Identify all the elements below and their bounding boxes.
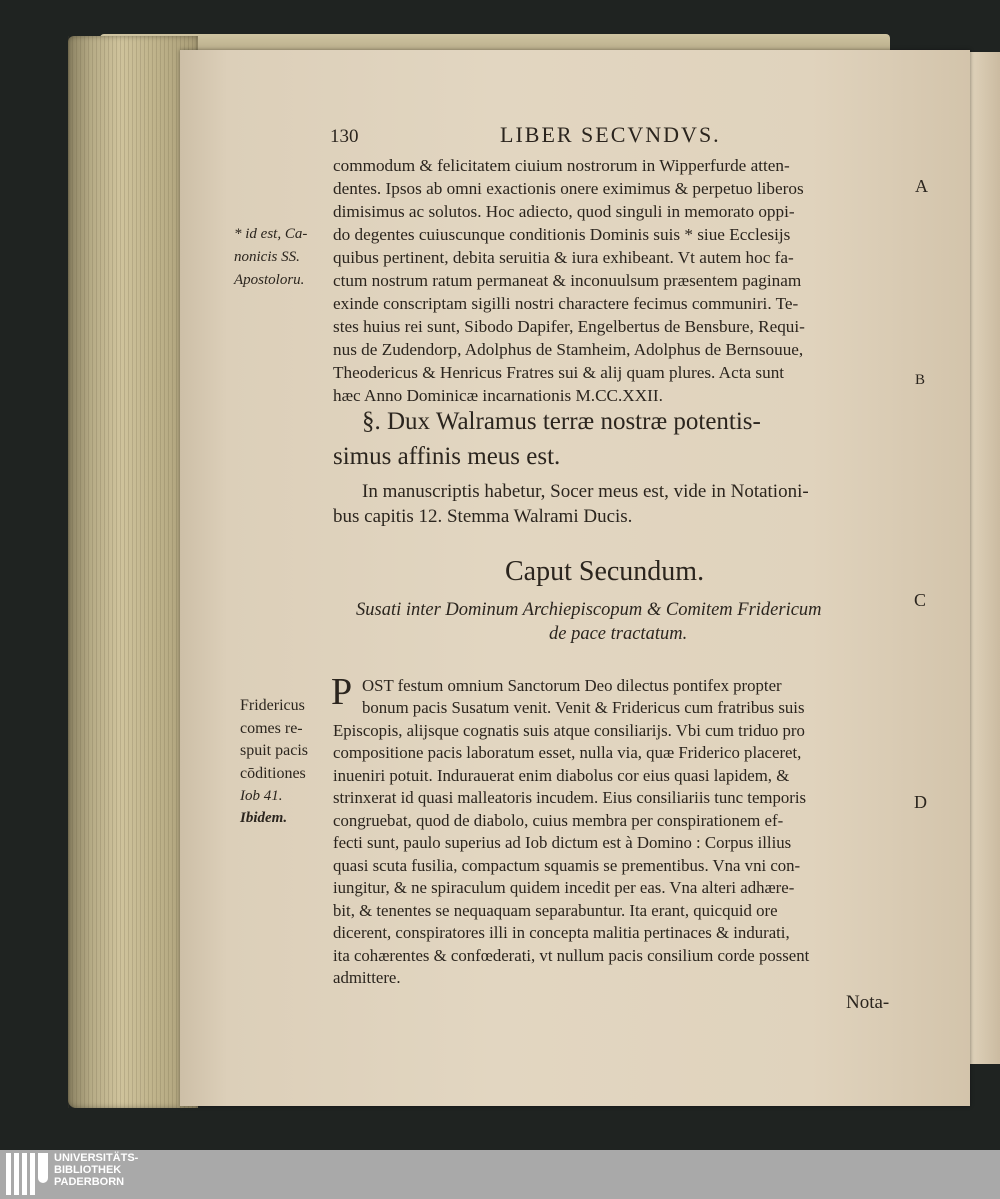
body-line: commodum & felicitatem ciuium nostrorum in Wipperfurde atten- [333, 156, 790, 175]
body-line: do degentes cuiuscunque conditionis Dominis suis * siue Ecclesijs [333, 225, 791, 244]
manuscript-note-line: In manuscriptis habetur, Socer meus est, vide in Notationi- [362, 481, 809, 502]
logo-line: UNIVERSITÄTS- [54, 1152, 139, 1164]
chapter-line: strinxerat id quasi malleatoris incudem. Eius consiliariis tunc temporis [333, 788, 807, 807]
section-letter: A [915, 176, 928, 196]
manuscript-note-line: bus capitis 12. Stemma Walrami Ducis. [333, 506, 633, 527]
margin-note-line: comes re- [240, 720, 303, 737]
chapter-line: bit, & tenentes se nequaquam separabuntur. Ita erant, quicquid ore [333, 901, 778, 920]
chapter-line: ita cohærentes & confœderati, vt nullum pacis consilium corde possent [333, 946, 810, 965]
chapter-summary-line: de pace tractatum. [549, 624, 688, 644]
chapter-line: bonum pacis Susatum venit. Venit & Fridericus cum fratribus suis [362, 698, 805, 717]
logo-line: PADERBORN [54, 1176, 125, 1188]
body-line: nus de Zudendorp, Adolphus de Stamheim, Adolphus de Bernsouue, [333, 340, 804, 359]
chapter-line: inueniri potuit. Indurauerat enim diabolus cor eius quasi lapidem, & [333, 766, 790, 785]
margin-note-line: nonicis SS. [234, 249, 300, 265]
chapter-line: admittere. [333, 968, 401, 987]
section-letter: D [914, 792, 927, 812]
chapter-summary-line: Susati inter Dominum Archiepiscopum & Comitem Fridericum [356, 600, 822, 620]
chapter-line: quasi scuta fusilia, compactum squamis se prementibus. Vna vni con- [333, 856, 801, 875]
margin-reference: Ibidem. [240, 810, 288, 826]
chapter-line: compositione pacis laboratum esset, nulla via, quæ Friderico placeret, [333, 743, 802, 762]
library-logo-icon [6, 1153, 48, 1195]
body-line: Theodericus & Henricus Fratres sui & alij quam plures. Acta sunt [333, 363, 785, 382]
body-line: exinde conscriptam sigilli nostri charactere fecimus communiri. Te- [333, 294, 799, 313]
chapter-line: iungitur, & ne spiraculum quidem incedit per eas. Vna alteri adhære- [333, 878, 795, 897]
body-line: quibus pertinent, debita seruitia & iura exhibeant. Vt autem hoc fa- [333, 248, 794, 267]
footer-bar [0, 1150, 1000, 1199]
chapter-line: fecti sunt, paulo superius ad Iob dictum est à Domino : Corpus illius [333, 833, 792, 852]
chapter-line: congruebat, quod de diabolo, cuius membra per conspirationem ef- [333, 811, 784, 830]
margin-reference: Iob 41. [240, 788, 283, 804]
section-letter: C [914, 590, 927, 610]
catchword: Nota- [846, 992, 890, 1013]
section-heading-line: §. Dux Walramus terræ nostræ potentis- [362, 408, 761, 435]
margin-note-line: Fridericus [240, 697, 305, 714]
body-line: dentes. Ipsos ab omni exactionis onere eximimus & perpetuo liberos [333, 179, 804, 198]
page-number: 130 [330, 126, 359, 147]
margin-note-line: * id est, Ca- [234, 226, 308, 242]
body-line: dimisimus ac solutos. Hoc adiecto, quod singuli in memorato oppi- [333, 202, 795, 221]
margin-note-line: cōditiones [240, 765, 306, 782]
section-heading-line: simus affinis meus est. [333, 443, 561, 470]
chapter-line: OST festum omnium Sanctorum Deo dilectus pontifex propter [362, 676, 782, 695]
running-head: LIBER SECVNDVS. [500, 122, 721, 147]
chapter-line: dicerent, conspiratores illi in concepta malitia pertinaces & indurati, [333, 923, 790, 942]
chapter-line: Episcopis, alijsque cognatis suis atque consiliarijs. Vbi cum triduo pro [333, 721, 805, 740]
book-page-block [68, 36, 198, 1108]
body-line: stes huius rei sunt, Sibodo Dapifer, Engelbertus de Bensbure, Requi- [333, 317, 805, 336]
chapter-title: Caput Secundum. [505, 556, 705, 587]
margin-note-line: spuit pacis [240, 742, 308, 759]
logo-line: BIBLIOTHEK [54, 1164, 122, 1176]
section-letter: B [915, 372, 926, 388]
body-line: ctum nostrum ratum permaneat & inconuulsum præsentem paginam [333, 271, 802, 290]
body-line: hæc Anno Dominicæ incarnationis M.CC.XXII. [333, 386, 663, 405]
margin-note-line: Apostoloru. [234, 272, 305, 288]
library-logo-text [54, 1152, 138, 1188]
drop-cap: P [331, 671, 353, 713]
